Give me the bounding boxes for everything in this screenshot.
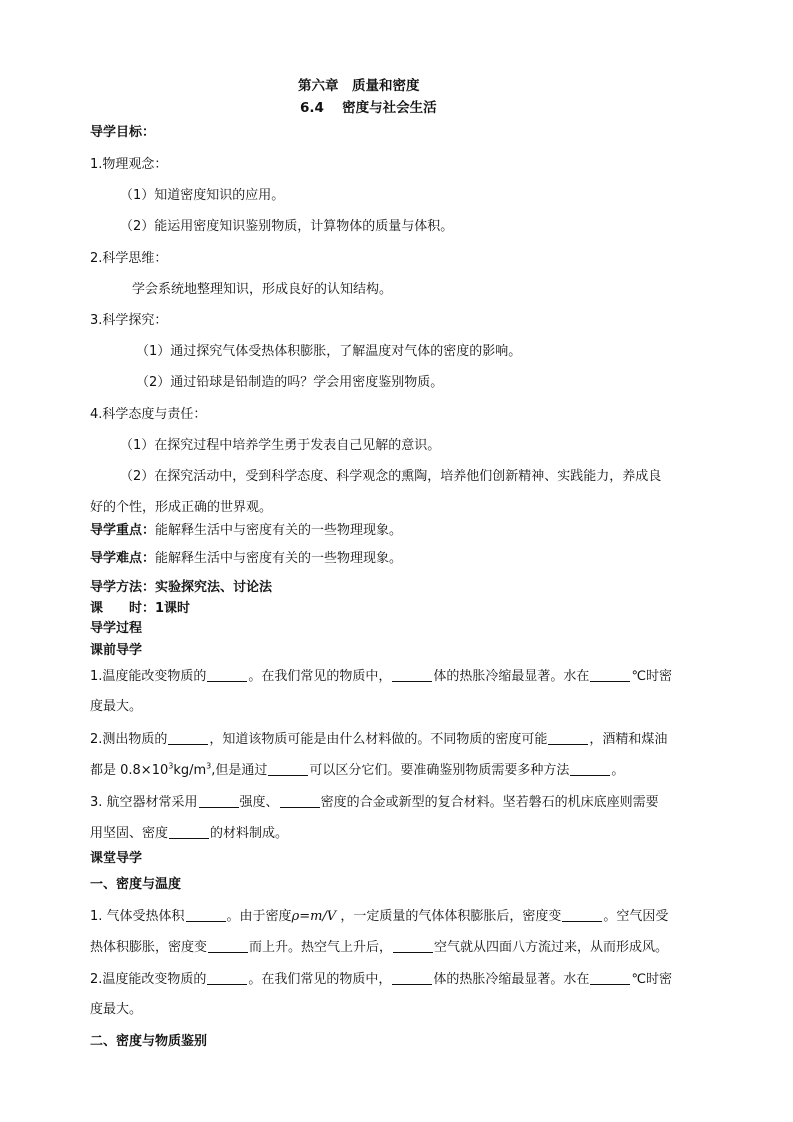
text-run: 。	[611, 763, 625, 778]
text-run: 。在我们常见的物质中，	[248, 972, 392, 987]
inclass-q1	[90, 907, 668, 926]
density-formula: ρ=m/V	[291, 909, 337, 924]
text-run: ，一定质量的气体体积膨胀后，密度变	[336, 909, 562, 924]
fill-blank[interactable]	[208, 938, 248, 953]
text-run: ，酒精和煤油	[589, 732, 668, 747]
fill-blank[interactable]	[169, 824, 209, 839]
goal-title: 2.科学思维：	[90, 251, 168, 266]
fill-blank[interactable]	[268, 761, 308, 776]
goal-sub: （2）通过铅球是铅制造的吗？学会用密度鉴别物质。	[136, 375, 444, 390]
text-run: 用坚固、密度	[90, 826, 169, 841]
exponent: 3	[206, 761, 212, 771]
inclass-q1-cont	[90, 938, 668, 957]
goal-sub: （2）能运用密度知识鉴别物质，计算物体的质量与体积。	[120, 219, 454, 234]
fill-blank[interactable]	[392, 667, 432, 682]
fill-blank[interactable]	[186, 907, 226, 922]
fill-blank[interactable]	[548, 730, 588, 745]
fill-blank[interactable]	[590, 970, 630, 985]
period-line	[90, 600, 190, 618]
fill-blank[interactable]	[562, 907, 602, 922]
text-run: 体的热胀冷缩最显著。水在	[433, 669, 590, 684]
fill-blank[interactable]	[392, 970, 432, 985]
key-text: 能解释生活中与密度有关的一些物理现象。	[155, 523, 403, 538]
text-run: 空气就从四面八方流过来，从而形成风。	[434, 940, 669, 955]
preclass-q1-cont: 度最大。	[90, 699, 143, 714]
text-run: ，知道该物质可能是由什么材料做的。不同物质的密度可能	[209, 732, 548, 747]
text-run: 的材料制成。	[210, 826, 289, 841]
process-heading: 导学过程	[90, 621, 143, 636]
fill-blank[interactable]	[207, 970, 247, 985]
text-run: 3. 航空器材常采用	[90, 795, 198, 810]
goal-title: 4.科学态度与责任：	[90, 407, 207, 422]
text-run: 密度的合金或新型的复合材料。坚若磐石的机床底座则需要	[320, 795, 659, 810]
text-run: 2.温度能改变物质的	[90, 972, 207, 987]
goal-sub: （1）通过探究气体受热体积膨胀，了解温度对气体的密度的影响。	[136, 344, 522, 359]
text-run: 1. 气体受热体积	[90, 909, 185, 924]
text-run: ℃时密	[631, 972, 673, 987]
inclass-q2	[90, 970, 672, 989]
preclass-heading: 课前导学	[90, 643, 143, 658]
text-run: 强度、	[239, 795, 279, 810]
preclass-q3-cont	[90, 824, 288, 843]
chapter-title: 第六章 质量和密度	[298, 78, 420, 94]
difficulty-label: 导学难点：	[90, 551, 156, 566]
fill-blank[interactable]	[570, 761, 610, 776]
fill-blank[interactable]	[590, 667, 630, 682]
part1-heading: 一、密度与温度	[90, 877, 182, 892]
text-run: 1.温度能改变物质的	[90, 669, 207, 684]
period-label: 课 时：	[90, 601, 156, 616]
method-line: 导学方法：实验探究法、讨论法	[90, 580, 273, 595]
text-run: 可以区分它们。要准确鉴别物质需要多种方法	[309, 763, 570, 778]
text-run: 热体积膨胀，密度变	[90, 940, 208, 955]
preclass-q2-cont	[90, 761, 624, 780]
period-value: 1课时	[155, 601, 191, 616]
goals-heading: 导学目标：	[90, 125, 156, 140]
text-run: kg/m	[173, 763, 207, 778]
fill-blank[interactable]	[207, 667, 247, 682]
inclass-q2-cont: 度最大。	[90, 1002, 143, 1017]
text-run: 体的热胀冷缩最显著。水在	[433, 972, 590, 987]
text-run: 2.测出物质的	[90, 732, 168, 747]
key-point	[90, 522, 402, 540]
preclass-q1	[90, 667, 672, 686]
fill-blank[interactable]	[280, 793, 320, 808]
text-run: ℃时密	[631, 669, 673, 684]
fill-blank[interactable]	[393, 938, 433, 953]
text-run: 。空气因受	[603, 909, 669, 924]
difficulty-text: 能解释生活中与密度有关的一些物理现象。	[155, 551, 403, 566]
text-run: 。在我们常见的物质中，	[248, 669, 392, 684]
preclass-q2	[90, 730, 667, 749]
preclass-q3	[90, 793, 659, 812]
goal-title: 3.科学探究：	[90, 313, 168, 328]
inclass-heading: 课堂导学	[90, 851, 143, 866]
goal-sub: （1）在探究过程中培养学生勇于发表自己见解的意识。	[120, 438, 441, 453]
exponent: 3	[168, 761, 174, 771]
part2-heading: 二、密度与物质鉴别	[90, 1034, 208, 1049]
goal-sub: 学会系统地整理知识，形成良好的认知结构。	[132, 282, 393, 297]
fill-blank[interactable]	[199, 793, 239, 808]
fill-blank[interactable]	[168, 730, 208, 745]
text-run: 。由于密度	[226, 909, 292, 924]
section-title: 6.4 密度与社会生活	[300, 100, 437, 116]
key-label: 导学重点：	[90, 523, 156, 538]
text-run: ,但是通过	[211, 763, 268, 778]
difficulty-point	[90, 550, 402, 568]
goal-sub: （1）知道密度知识的应用。	[120, 188, 285, 203]
text-run: 而上升。热空气上升后，	[249, 940, 393, 955]
text-run: 都是 0.8×10	[90, 763, 169, 778]
goal-sub: 好的个性，形成正确的世界观。	[90, 500, 273, 515]
goal-sub: （2）在探究活动中，受到科学态度、科学观念的熏陶，培养他们创新精神、实践能力，养成良	[120, 469, 662, 484]
goal-title: 1.物理观念：	[90, 157, 168, 172]
